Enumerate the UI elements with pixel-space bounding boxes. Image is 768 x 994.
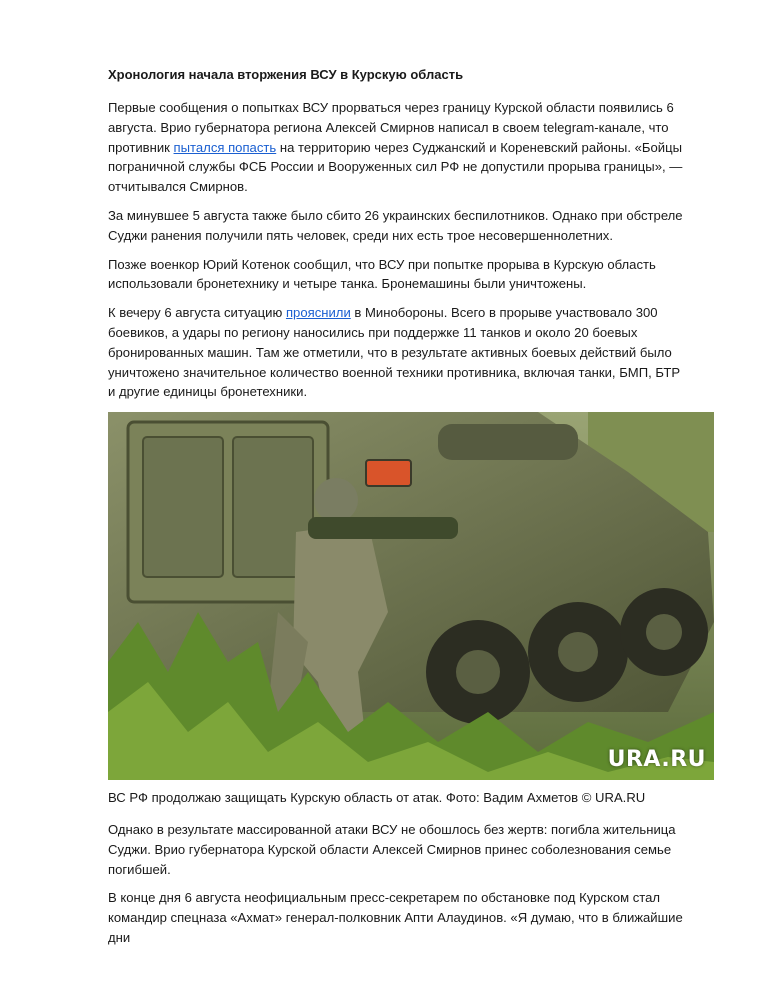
paragraph-4 (108, 303, 688, 402)
paragraph-1 (108, 98, 688, 197)
paragraph-4-text-before: К вечеру 6 августа ситуацию (108, 305, 286, 321)
paragraph-4-text-after: в Минобороны. Всего в прорыве участвовало 300 боевиков, а удары по региону наносились при поддержке 11 танков и около 20 боевых бронированных машин. Там же отметили, что в результате активных боевых действий было уничтожено значительное количество военной техники противника, включая танки, БМП, БТР и другие единицы бронетехники. (108, 305, 681, 400)
photo-caption: ВС РФ продолжаю защищать Курскую область от атак. Фото: Вадим Ахметов © URA.RU (108, 790, 646, 806)
link-tried-to-enter[interactable]: пытался попасть (173, 139, 277, 155)
link-clarified[interactable]: прояснили (285, 305, 351, 321)
paragraph-1-text-after: на территорию через Суджанский и Кореневский районы. «Бойцы пограничной службы ФСБ России и Вооруженных сил РФ не допустили прорыва границы», — отчитывался Смирнов. (108, 139, 683, 195)
article-photo (108, 412, 714, 780)
article (108, 66, 706, 957)
paragraph-6: В конце дня 6 августа неофициальным пресс-секретарем по обстановке под Курском стал командир спецназа «Ахмат» генерал-полковник Апти Алаудинов. «Я думаю, что в ближайшие дни (108, 890, 683, 945)
paragraph-1-text-before: Первые сообщения о попытках ВСУ прорваться через границу Курской области появились 6 августа. Врио губернатора региона Алексей Смирнов написал в своем telegram-канале, что противник (108, 100, 674, 155)
photo-illustration (108, 412, 714, 780)
paragraph-5: Однако в результате массированной атаки ВСУ не обошлось без жертв: погибла жительница Суджи. Врио губернатора Курской области Алексей Смирнов принес соболезнования семье погибшей. (108, 821, 676, 877)
photo-watermark: URA.RU (607, 747, 706, 773)
paragraph-2: За минувшее 5 августа также было сбито 26 украинских беспилотников. Однако при обстреле Суджи ранения получили пять человек, среди них есть трое несовершеннолетних. (108, 207, 683, 243)
paragraph-3: Позже военкор Юрий Котенок сообщил, что ВСУ при попытке прорыва в Курскую область использовали бронетехнику и четыре танка. Бронемашины были уничтожены. (108, 256, 656, 292)
article-title: Хронология начала вторжения ВСУ в Курскую область (108, 67, 464, 82)
